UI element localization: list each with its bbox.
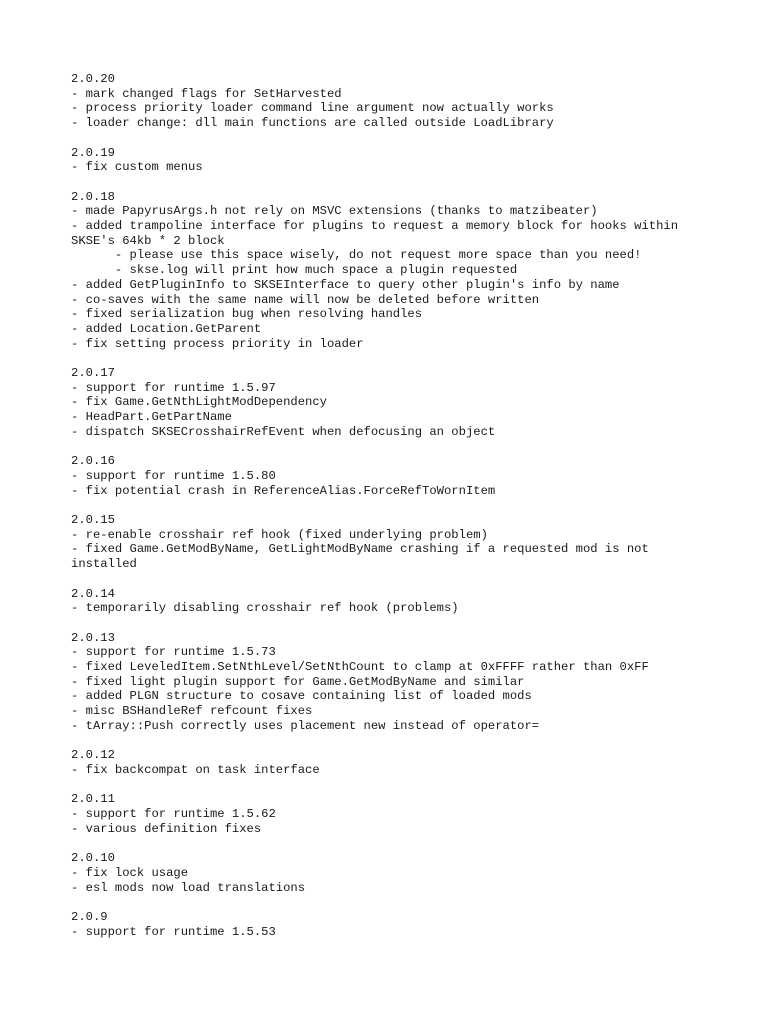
changelog-entry: - mark changed flags for SetHarvested: [71, 86, 342, 101]
changelog-entry: - added trampoline interface for plugins to request a memory block for hooks within: [71, 219, 679, 233]
changelog-document: [71, 72, 751, 954]
changelog-section: [71, 792, 751, 836]
changelog-section: [71, 851, 751, 895]
version-heading: 2.0.10: [71, 851, 115, 866]
version-heading: 2.0.20: [71, 72, 115, 86]
changelog-entry: - made PapyrusArgs.h not rely on MSVC extensions (thanks to matzibeater): [71, 204, 598, 219]
changelog-section: [71, 631, 751, 734]
version-heading: 2.0.19: [71, 145, 115, 160]
changelog-entry: - skse.log will print how much space a plugin requested: [71, 263, 518, 278]
version-heading: 2.0.12: [71, 748, 115, 763]
version-heading: 2.0.15: [71, 513, 115, 528]
version-heading: 2.0.17: [71, 366, 115, 381]
changelog-entry: - fixed light plugin support for Game.GetModByName and similar: [71, 674, 525, 689]
changelog-entry: - HeadPart.GetPartName: [71, 410, 232, 425]
version-heading: 2.0.18: [71, 189, 115, 204]
changelog-entry: - added GetPluginInfo to SKSEInterface to query other plugin's info by name: [71, 277, 620, 292]
changelog-entry: - support for runtime 1.5.62: [71, 807, 276, 822]
changelog-entry: - fix potential crash in ReferenceAlias.ForceRefToWornItem: [71, 483, 496, 498]
version-heading: 2.0.16: [71, 454, 115, 469]
version-heading: 2.0.9: [71, 909, 108, 924]
changelog-section: [71, 513, 751, 572]
changelog-entry: installed: [71, 557, 137, 572]
changelog-entry: - support for runtime 1.5.73: [71, 645, 276, 660]
changelog-entry: - please use this space wisely, do not request more space than you need!: [71, 248, 642, 263]
changelog-entry: - temporarily disabling crosshair ref hook (problems): [71, 601, 459, 616]
changelog-entry: - fix Game.GetNthLightModDependency: [71, 395, 327, 410]
changelog-entry: - esl mods now load translations: [71, 880, 306, 895]
changelog-section: [71, 748, 751, 777]
changelog-section: [71, 366, 751, 440]
changelog-entry: - support for runtime 1.5.97: [71, 380, 276, 395]
changelog-entry: - support for runtime 1.5.53: [71, 924, 276, 939]
changelog-entry: SKSE's 64kb * 2 block: [71, 233, 225, 248]
changelog-entry: - fix custom menus: [71, 160, 203, 175]
changelog-section: [71, 454, 751, 498]
changelog-entry: - support for runtime 1.5.80: [71, 468, 276, 483]
changelog-section: [71, 72, 751, 131]
changelog-entry: - fix backcompat on task interface: [71, 762, 320, 777]
changelog-entry: - fix setting process priority in loader: [71, 336, 364, 351]
changelog-section: [71, 587, 751, 616]
changelog-entry: - process priority loader command line argument now actually works: [71, 101, 554, 116]
changelog-section: [71, 910, 751, 939]
changelog-entry: - dispatch SKSECrosshairRefEvent when defocusing an object: [71, 424, 496, 439]
version-heading: 2.0.14: [71, 586, 115, 601]
version-heading: 2.0.11: [71, 792, 115, 807]
changelog-entry: - fix lock usage: [71, 865, 189, 880]
changelog-entry: - misc BSHandleRef refcount fixes: [71, 704, 313, 719]
version-heading: 2.0.13: [71, 630, 115, 645]
changelog-entry: - added PLGN structure to cosave containing list of loaded mods: [71, 689, 532, 704]
changelog-entry: - re-enable crosshair ref hook (fixed underlying problem): [71, 527, 488, 542]
changelog-entry: - fixed serialization bug when resolving handles: [71, 307, 423, 322]
changelog-entry: - tArray::Push correctly uses placement new instead of operator=: [71, 718, 540, 733]
changelog-entry: - co-saves with the same name will now be deleted before written: [71, 292, 540, 307]
changelog-section: [71, 146, 751, 175]
changelog-entry: - fixed Game.GetModByName, GetLightModByName crashing if a requested mod is not: [71, 542, 649, 557]
changelog-entry: - various definition fixes: [71, 821, 262, 836]
changelog-entry: - loader change: dll main functions are called outside LoadLibrary: [71, 116, 554, 131]
changelog-entry: - fixed LeveledItem.SetNthLevel/SetNthCount to clamp at 0xFFFF rather than 0xFF: [71, 660, 649, 675]
changelog-section: [71, 190, 751, 352]
changelog-entry: - added Location.GetParent: [71, 321, 262, 336]
